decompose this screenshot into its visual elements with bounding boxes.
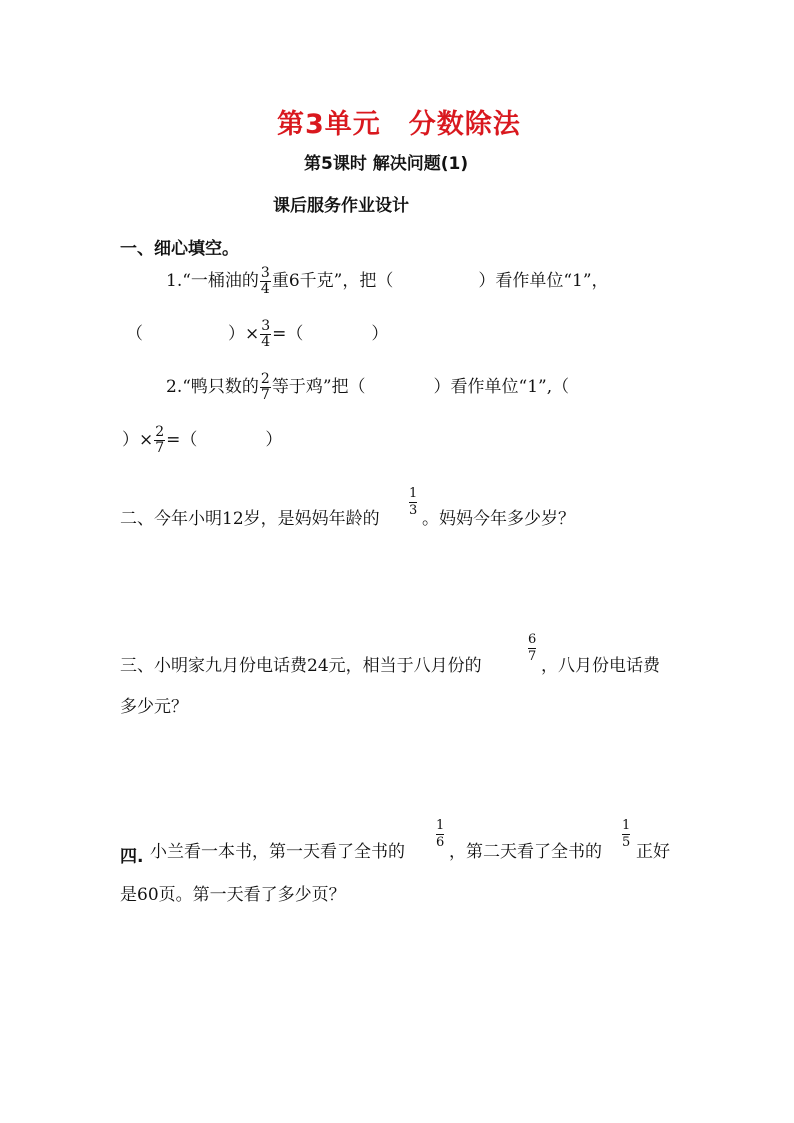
part4-text-a: 小兰看一本书，第一天看了全书的 [150, 842, 405, 862]
q2-text-b: 等于鸡”把（ ）看作单位“1”,（ [271, 377, 570, 397]
part1-heading: 一、细心填空。 [120, 239, 239, 259]
q2-line2-frac-den: 7 [155, 440, 165, 456]
q1-text-b: 重6千克”，把（ ）看作单位“1”， [271, 271, 609, 291]
q1-line2-b: =（ ） [272, 324, 389, 344]
part4-text-c: 正好 [636, 842, 670, 862]
q2-line2-frac-num: 2 [155, 424, 165, 440]
q2-line2-fraction [154, 425, 165, 456]
q2-fraction [260, 372, 271, 403]
part3-text-a: 三、小明家九月份电话费24元，相当于八月份的 [120, 656, 482, 676]
part4-fraction-1 [436, 819, 444, 850]
section-label: 课后服务作业设计 [273, 196, 409, 216]
part2-text-b: 。妈妈今年多少岁？ [422, 509, 575, 529]
q1-line2 [126, 319, 388, 350]
q2-frac-num: 2 [260, 371, 270, 387]
part3-frac-den: 7 [528, 649, 537, 664]
page-title: 第3单元 分数除法 [277, 109, 521, 140]
part2-frac-den: 3 [409, 503, 418, 518]
q1-frac-den: 4 [260, 281, 270, 297]
q1-frac-num: 3 [260, 265, 270, 281]
q1-line2-frac-den: 4 [261, 334, 271, 350]
part2-frac-num: 1 [409, 486, 418, 501]
q1-line2-a: （ ）× [126, 324, 260, 344]
lesson-subtitle: 第5课时 解决问题(1) [304, 154, 469, 174]
q1-line2-frac-num: 3 [261, 318, 271, 334]
part4-label: 四. [120, 847, 144, 867]
part4-frac2-den: 5 [622, 835, 631, 850]
q2-line2 [122, 425, 282, 456]
part4-frac2-num: 1 [622, 818, 631, 833]
part3-frac-num: 6 [528, 632, 537, 647]
q1-fraction [260, 266, 271, 297]
part3-text-b: ，八月份电话费 [541, 656, 660, 676]
part4-text-b: ，第二天看了全书的 [449, 842, 602, 862]
part4-frac1-den: 6 [436, 835, 445, 850]
part3-fraction [528, 633, 536, 664]
q2-frac-den: 7 [260, 387, 270, 403]
q1-line2-fraction [260, 319, 271, 350]
part2-text-a: 二、今年小明12岁，是妈妈年龄的 [120, 509, 380, 529]
part4-line2: 是60页。第一天看了多少页？ [120, 885, 346, 905]
q2-line2-b: =（ ） [166, 430, 283, 450]
q2-text-a: 2.“鸭只数的 [166, 377, 259, 397]
q2-line2-a: ）× [122, 430, 154, 450]
part2-fraction [409, 487, 417, 518]
q1-line1 [166, 266, 609, 297]
part4-frac1-num: 1 [436, 818, 445, 833]
q2-line1 [166, 372, 569, 403]
q1-text-a: 1.“一桶油的 [166, 271, 259, 291]
part4-fraction-2 [622, 819, 630, 850]
part3-line2: 多少元？ [120, 697, 188, 717]
